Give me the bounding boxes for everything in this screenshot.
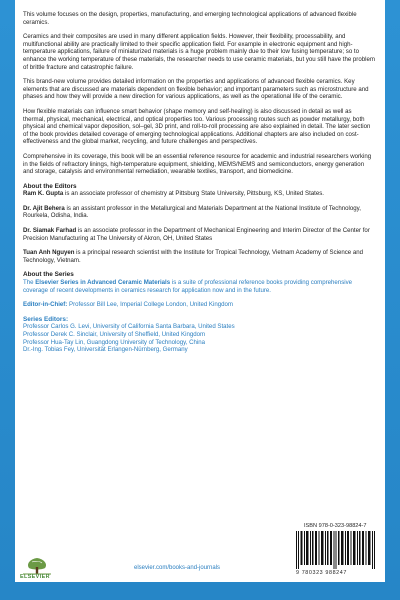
barcode-bars [296,531,376,569]
series-editor: Professor Hua-Tay Lin, Guangdong University of Technology, China [23,338,206,346]
overview-paragraph: Comprehensive in its coverage, this book will be an essential reference resource for academic and industrial researchers working in the fields of refractory linings, high-temperature equipment, shielding, MEMS/NEMS and semiconductors, energy generation and storage, catalysis and environmental remediation, wearable textiles, transport, and biomedicine. [23,152,372,176]
editor-bio [23,227,375,242]
publisher-name: ELSEVIER [20,574,50,580]
barcode-number: 9 780323 988247 [296,570,347,576]
publisher-url[interactable]: elsevier.com/books-and-journals [134,565,221,571]
overview-paragraph: This volume focuses on the design, properties, manufacturing, and emerging technological applications of advanced flexible ceramics. [23,11,357,26]
series-intro-pre: The [23,279,36,287]
overview-paragraph: How flexible materials can influence smart behavior (shape memory and self-healing) is also discussed in detail as well as thermal, physical, mechanical, electrical, and optical properties too. Various processing routes such as powder metallurgy, both physical and chemical vapor deposition, sol–gel, 3D print, and roll-to-roll processing are also explained in detail. The later section of the book provides detailed coverage of emerging technological applications. Additional chapters are also included on cost-effectiveness and the global market, recycling, and future challenges and perspectives. [23,107,371,146]
editor-bio [23,205,375,220]
overview-paragraph: Ceramics and their composites are used in many different application fields. However, their flexibility, processability, and multifunctional ability are practically limited to their specific application field. For example in electronic equipment and high-temperature applications, failure of miniaturized materials is a huge problem mainly due to their low fusing temperature; so to enhance the working temperature of these materials, the researcher needs to use ceramic materials, but you still have the problem of brittle fracture and catastrophic failure. [23,33,375,71]
editor-in-chief [23,301,375,309]
series-intro [23,279,375,294]
editor-bio [23,190,375,198]
isbn-text: ISBN 978-0-323-98824-7 [304,523,367,529]
editor-name: Ram K. Gupta [23,190,64,198]
editor-bio-text: is an associate professor in the Department of Mechanical Engineering and Interim Director of the Center for Precision Manufacturing at The University of Akron, OH, United States [23,227,370,242]
series-name: Elsevier Series in Advanced Ceramic Materials [35,279,171,287]
overview-paragraph: This brand-new volume provides detailed information on the properties and applications of advanced flexible ceramics. Key elements that are discussed are materials dependent on flexible behavior; and important parameters such as microstructure and phases and how they will provide a new direction for various applications, as well as the operational life of the ceramic. [23,78,369,101]
series-intro-post: is a suite of professional reference books providing comprehensive coverage of recent developments in ceramics research for application now and in the future. [23,279,353,294]
series-editors-heading: Series Editors: [23,315,69,323]
editors-heading: About the Editors [23,182,77,190]
series-editor: Dr.-Ing. Tobias Fey, Universität Erlangen-Nürnberg, Germany [23,346,188,354]
eic-value: Professor Bill Lee, Imperial College London, United Kingdom [67,301,233,309]
series-heading: About the Series [23,271,74,279]
editor-bio-text: is an assistant professor in the Metallurgical and Materials Department at the National Institute of Technology, Rourkela, Odisha, India. [23,204,361,220]
editor-bio [23,249,375,264]
editor-bio-text: is a principal research scientist with the Institute for Tropical Technology, Vietnam Academy of Science and Technology, Vietnam. [23,249,364,264]
editor-name: Tuan Anh Nguyen [23,249,75,257]
editor-name: Dr. Siamak Farhad [23,227,77,235]
back-cover-text [23,11,375,354]
eic-label: Editor-in-Chief: [23,301,68,309]
elsevier-tree-logo [20,556,54,576]
editor-bio-text: is an associate professor of chemistry at Pittsburg State University, Pittsburg, KS, United States. [63,190,324,198]
series-editor: Professor Derek C. Sinclair, University of Sheffield, United Kingdom [23,331,206,338]
series-editor: Professor Carlos G. Levi, University of California Santa Barbara, United States [23,323,235,331]
editor-name: Dr. Ajit Behera [23,204,65,212]
series-editors-list [23,323,375,353]
